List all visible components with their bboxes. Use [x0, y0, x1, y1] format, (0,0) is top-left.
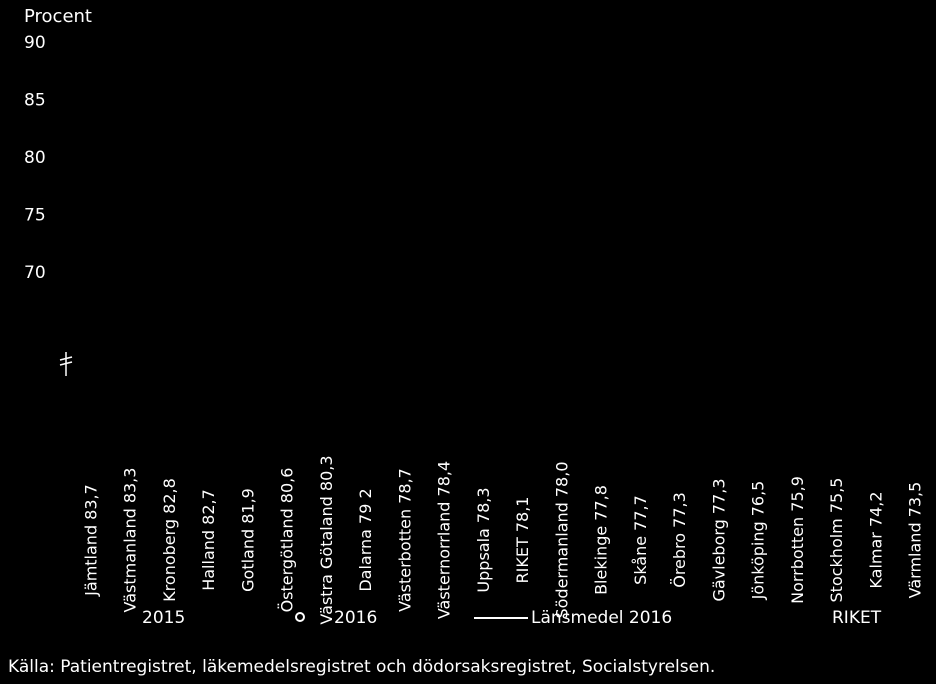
legend-2016: 2016 [334, 608, 378, 628]
category-label: Värmland 73,5 [905, 481, 925, 599]
category-label: Norrbotten 75,9 [787, 476, 807, 604]
y-tick-label: 80 [24, 148, 46, 168]
category-label: Västra Götaland 80,3 [316, 455, 336, 625]
category-label: Halland 82,7 [199, 489, 219, 591]
category-label: Västernorrland 78,4 [434, 460, 454, 620]
category-label: Blekinge 77,8 [591, 485, 611, 595]
category-label: Skåne 77,7 [630, 495, 650, 585]
legend-2015: 2015 [142, 608, 186, 628]
category-label: Uppsala 78,3 [473, 487, 493, 593]
category-label: Örebro 77,3 [670, 492, 690, 588]
legend-2016-marker [296, 613, 304, 621]
y-tick-label: 90 [24, 33, 46, 53]
category-label: Västerbotten 78,7 [395, 468, 415, 612]
y-axis-label: Procent [24, 6, 92, 27]
y-tick-label: 85 [24, 90, 46, 111]
legend [142, 608, 882, 628]
category-label: Gotland 81,9 [238, 488, 258, 592]
category-label: Jämtland 83,7 [81, 484, 101, 596]
category-labels [82, 455, 925, 624]
y-ticks [24, 33, 46, 283]
y-tick-label: 75 [24, 205, 46, 226]
source-note: Källa: Patientregistret, läkemedelsregistret och dödorsaksregistret, Socialstyrelsen. [8, 657, 716, 677]
category-label: Dalarna 79 2 [356, 488, 376, 592]
category-label: Södermanland 78,0 [552, 461, 572, 619]
legend-riket: RIKET [832, 608, 882, 628]
category-label: Kalmar 74,2 [866, 491, 886, 589]
category-label: Stockholm 75,5 [827, 477, 847, 603]
y-tick-label: 70 [24, 263, 46, 283]
category-label: RIKET 78,1 [513, 496, 533, 584]
legend-lansmedel: Länsmedel 2016 [531, 608, 673, 628]
category-label: Jönköping 76,5 [748, 480, 768, 600]
category-label: Gävleborg 77,3 [709, 478, 729, 602]
axis-break-icon [60, 352, 72, 376]
category-label: Västmanland 83,3 [120, 467, 140, 613]
category-label: Kronoberg 82,8 [159, 478, 179, 602]
category-label: Östergötland 80,6 [277, 467, 297, 613]
